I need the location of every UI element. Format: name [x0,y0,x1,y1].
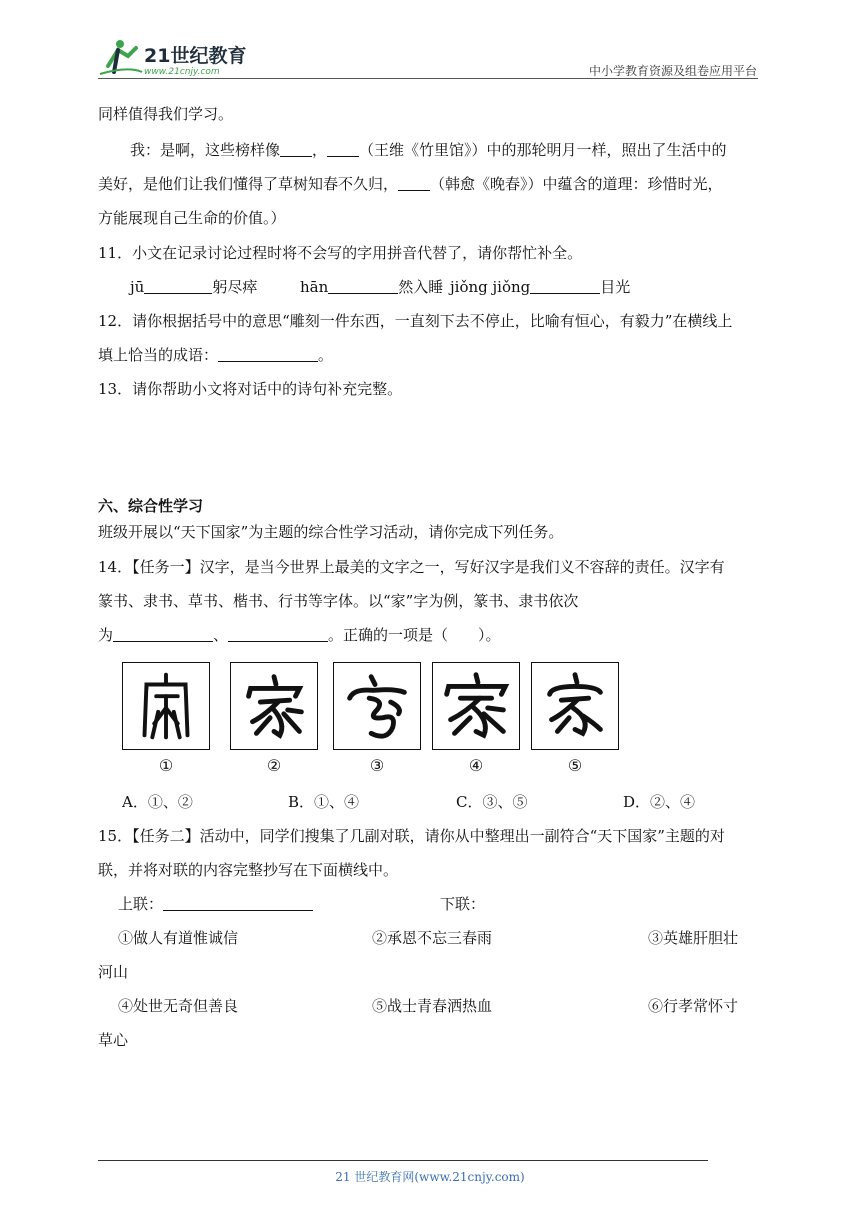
glyph-label-2: ② [266,756,282,775]
question-12-cont: 填上恰当的成语： 。 [98,346,334,364]
pinyin-blank[interactable] [328,279,398,294]
footer-link[interactable]: 21 世纪教育网(www.21cnjy.com) [335,1170,525,1184]
section-title: 六、综合性学习 [98,497,204,515]
answer-blank[interactable] [327,142,359,157]
para-line-2: 我：是啊，这些榜样像 ， （王维《竹里馆》）中的那轮明月一样，照出了生活中的 [130,141,727,159]
site-logo [98,36,263,80]
couplet-1: ①做人有道惟诚信 [118,929,239,947]
option-b[interactable]: B．①、④ [288,793,360,811]
couplet-3: ③英雄肝胆壮 [648,929,739,947]
question-14-line-2: 篆书、隶书、草书、楷书、行书等字体。以“家”字为例，篆书、隶书依次 [98,592,579,610]
para-line-4: 方能展现自己生命的价值。） [98,209,286,227]
section-intro: 班级开展以“天下国家”为主题的综合性学习活动，请你完成下列任务。 [98,523,564,541]
pinyin-row: jiǒng jiǒng 目光 [450,278,631,296]
pinyin-row: jū 躬尽瘁 [130,278,258,296]
para-line-1: 同样值得我们学习。 [98,105,234,123]
logo-text: 21世纪教育 [144,45,247,67]
couplet-6: ⑥行孝常怀寸 [648,997,739,1015]
glyph-label-5: ⑤ [567,756,583,775]
option-c[interactable]: C．③、⑤ [456,793,528,811]
logo-url: www.21cnjy.com [144,67,220,77]
question-14-line-3: 为 、 。正确的一项是（ ）。 [98,626,501,644]
couplet-4: ④处世无奇但善良 [118,997,239,1015]
answer-blank[interactable] [228,627,328,642]
question-11: 11．小文在记录讨论过程时将不会写的字用拼音代替了，请你帮忙补全。 [98,244,583,262]
couplet-6-cont: 草心 [98,1031,129,1049]
question-12: 12．请你根据括号中的意思“雕刻一件东西，一直刻下去不停止，比喻有恒心，有毅力”在横线上 [98,312,733,330]
header-rule [98,78,758,79]
glyph-label-4: ④ [468,756,484,775]
regular-script-glyph [432,662,520,750]
question-15: 15．【任务二】活动中，同学们搜集了几副对联，请你从中整理出一副符合“天下国家”主题的对 [98,827,725,845]
answer-blank[interactable] [280,142,312,157]
running-script-glyph [531,662,619,750]
question-15-line-2: 联，并将对联的内容完整抄写在下面横线中。 [98,861,399,879]
option-a[interactable]: A．①、② [122,793,193,811]
seal-script-glyph [122,662,210,750]
glyph-label-1: ① [158,756,174,775]
footer-rule [98,1160,708,1161]
couplet-3-cont: 河山 [98,963,129,981]
pinyin-blank[interactable] [144,279,212,294]
pinyin-row: hān 然入睡 [300,278,444,296]
upper-couplet-field: 上联： [118,894,313,914]
pinyin-blank[interactable] [530,279,600,294]
option-d[interactable]: D．②、④ [623,793,696,811]
question-13: 13．请你帮助小文将对话中的诗句补充完整。 [98,380,403,398]
couplet-2: ②承恩不忘三春雨 [372,929,493,947]
answer-blank[interactable] [398,176,430,191]
lower-couplet-label: 下联： [440,895,486,913]
platform-name: 中小学教育资源及组卷应用平台 [588,64,757,78]
cursive-script-glyph [333,662,421,750]
question-14: 14．【任务一】汉字，是当今世界上最美的文字之一，写好汉字是我们义不容辞的责任。汉字有 [98,558,725,576]
para-line-3: 美好，是他们让我们懂得了草树知春不久归， （韩愈《晚春》）中蕴含的道理：珍惜时光， [98,175,723,193]
couplet-5: ⑤战士青春洒热血 [372,997,493,1015]
upper-couplet-blank[interactable] [163,896,313,911]
answer-blank[interactable] [113,627,213,642]
glyph-label-3: ③ [369,756,385,775]
clerical-script-glyph [230,662,318,750]
idiom-blank[interactable] [218,347,318,362]
